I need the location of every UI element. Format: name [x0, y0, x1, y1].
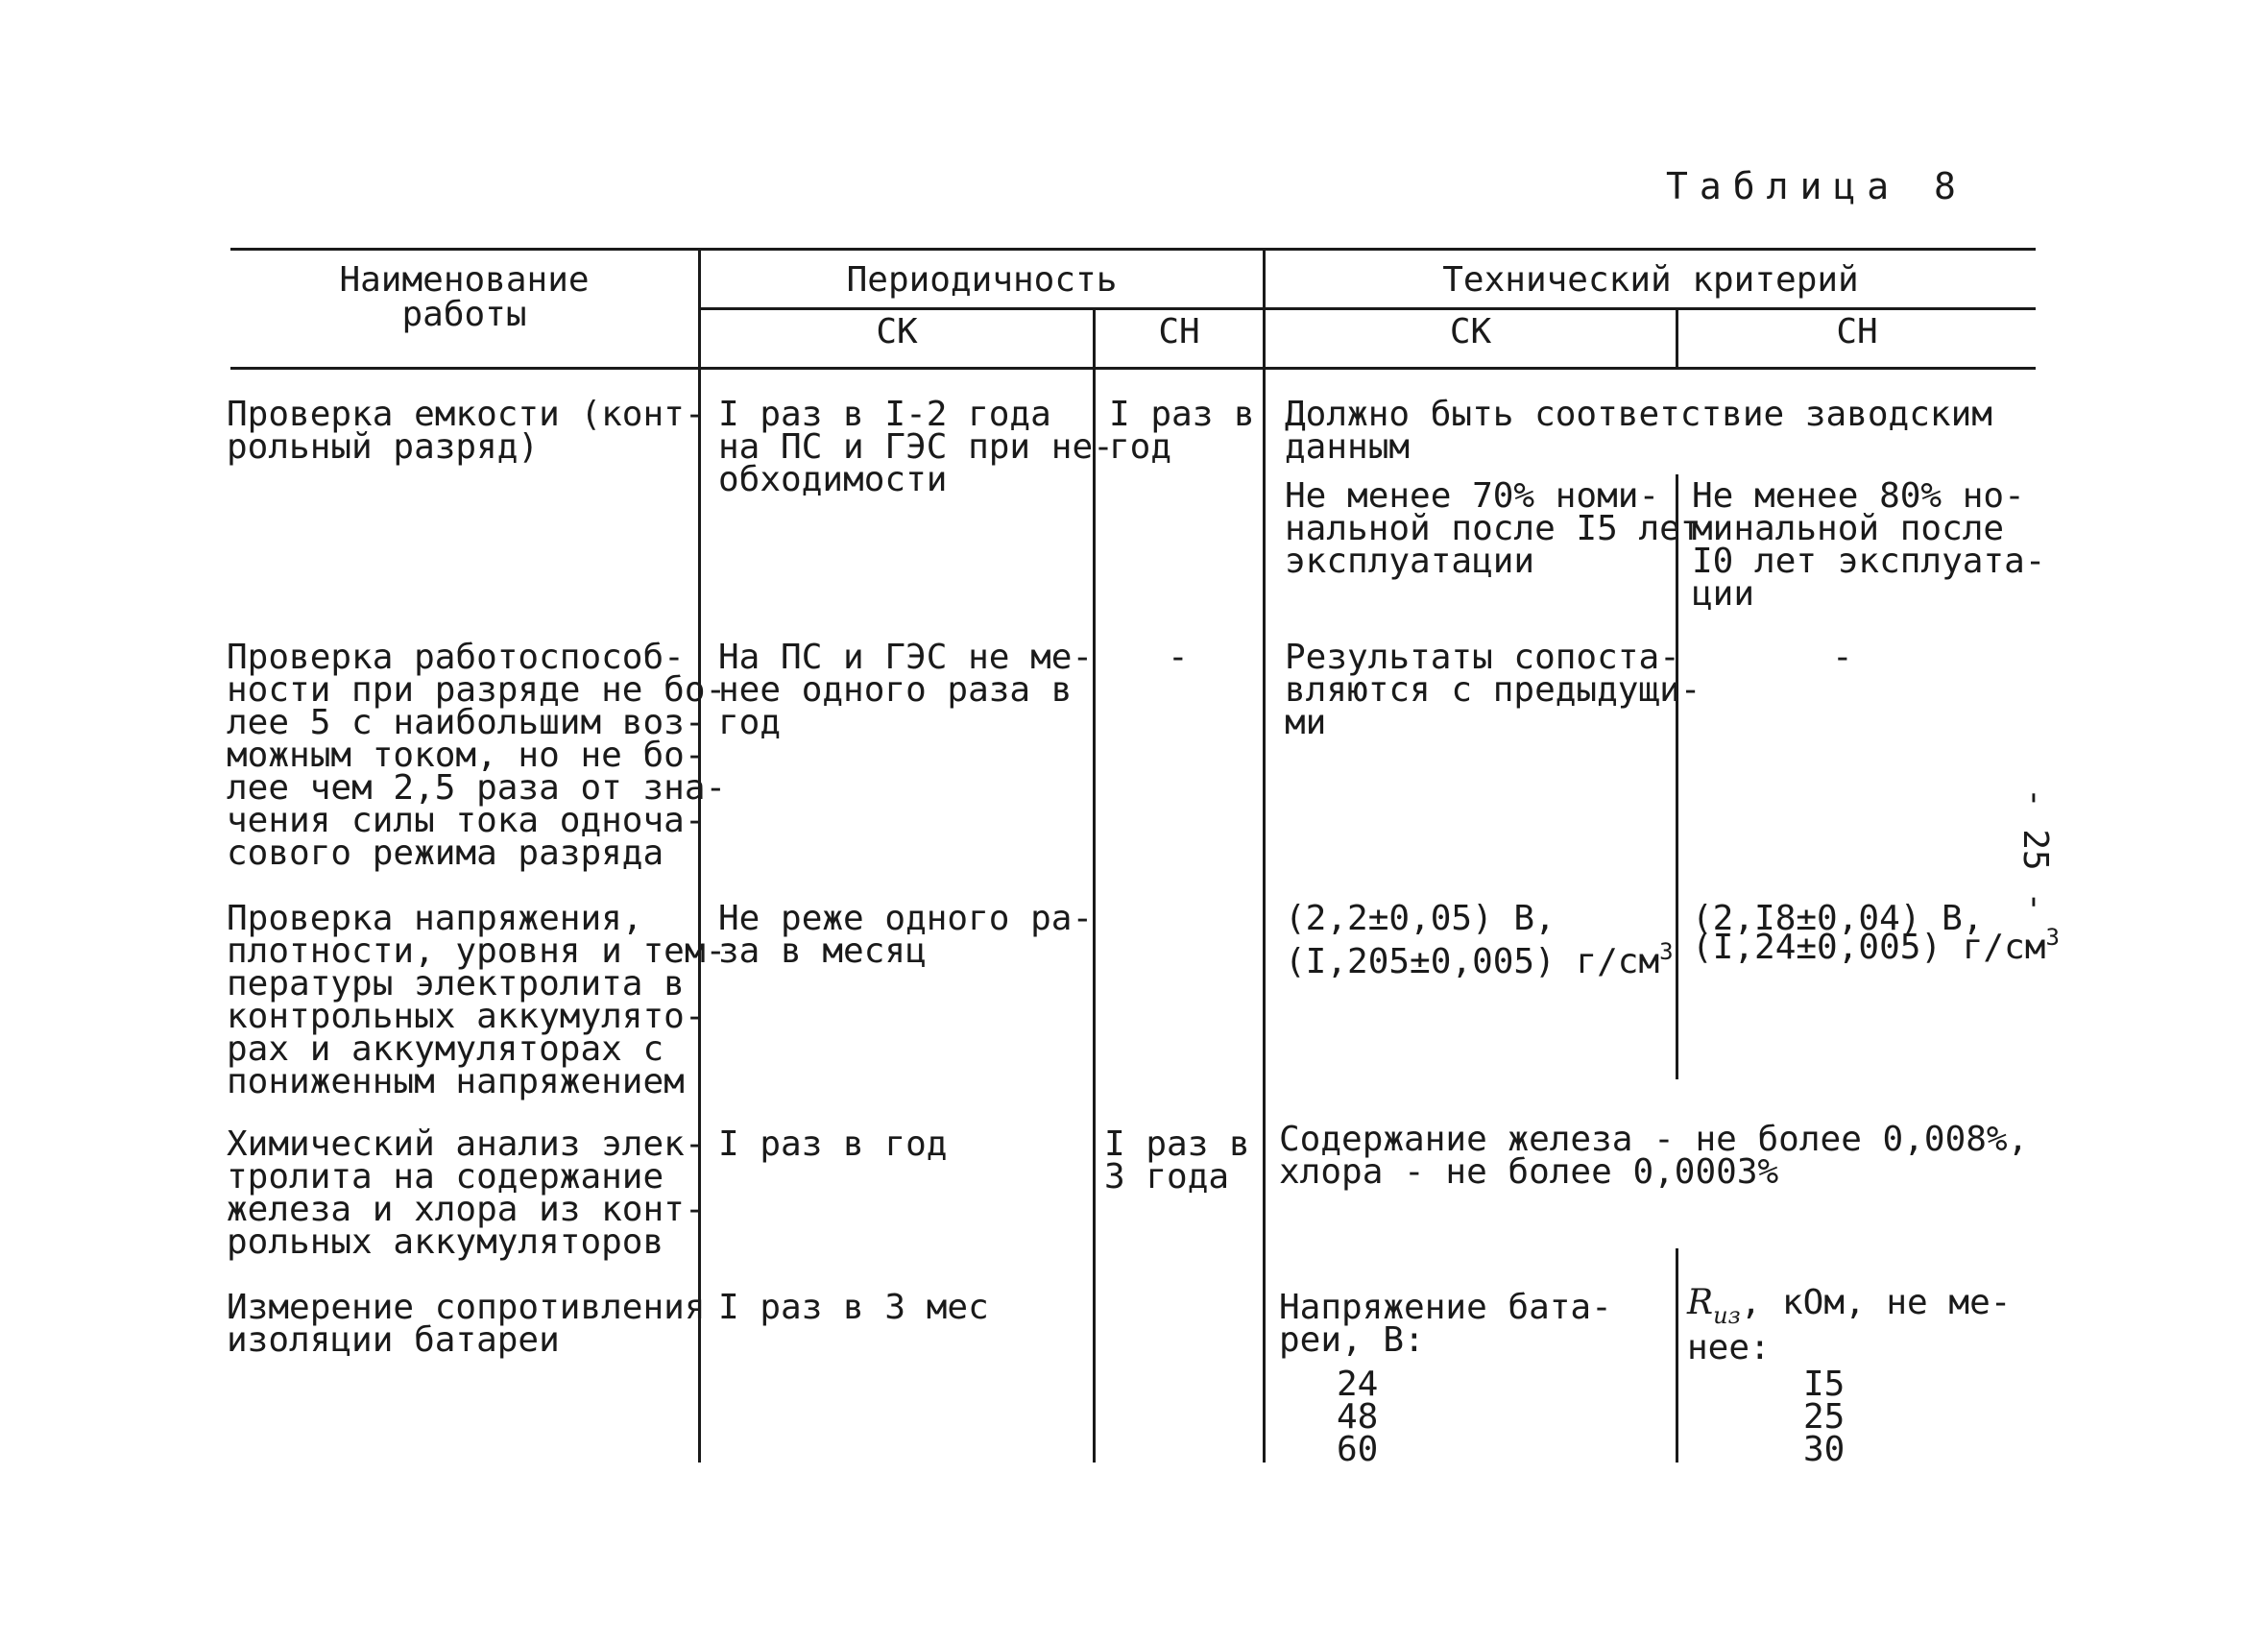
header-period-sn: СН — [1158, 312, 1200, 351]
row1-criterion-sk: Не менее 70% номи- нальной после I5 лет эксплуатации — [1285, 476, 1701, 581]
row3-criterion-sk-density-text: (I,205±0,005) г/см — [1285, 942, 1660, 981]
column-divider-period-criterion — [1263, 248, 1266, 1463]
row3-period-sk: Не реже одного ра- за в месяц — [718, 899, 1094, 971]
row2-criterion-sn: - — [1832, 638, 1853, 677]
row5-criterion-sn-values: I5 25 30 — [1803, 1365, 1846, 1469]
row4-criterion-common: Содержание железа - не более 0,008%, хлора - не более 0,0003% — [1279, 1120, 2029, 1192]
row4-period-sk: I раз в год — [718, 1124, 948, 1164]
row3-criterion-sk-voltage: (2,2±0,05) В, — [1285, 899, 1556, 938]
row1-name: Проверка емкости (конт- рольный разряд) — [227, 395, 706, 467]
superscript-3: 3 — [2045, 924, 2060, 951]
header-bottom-rule — [230, 367, 2036, 370]
header-criterion-sn: СН — [1836, 312, 1878, 351]
row5-criterion-sn-label — [1687, 1283, 2012, 1367]
resistance-subscript: из — [1713, 1302, 1741, 1329]
header-periodicity: Периодичность — [846, 260, 1118, 300]
row3-criterion-sn-voltage: (2,I8±0,04) В, — [1692, 899, 1984, 938]
row1-period-sn: I раз в год — [1109, 395, 1255, 467]
table-caption: Таблица 8 — [1666, 165, 1967, 207]
row4-name: Химический анализ элек- тролита на содержание железа и хлора из конт- рольных аккумуляторов — [227, 1124, 706, 1262]
column-divider-criterion-sk-sn-row5 — [1676, 1248, 1678, 1463]
row5-criterion-sk-label: Напряжение бата- реи, В: — [1279, 1288, 1612, 1360]
row1-criterion-common: Должно быть соответствие заводским данным — [1285, 395, 1992, 467]
row2-period-sn: - — [1168, 638, 1189, 677]
table-top-rule — [230, 248, 2036, 251]
row1-period-sk: I раз в I-2 года на ПС и ГЭС при не- обходимости — [718, 395, 1114, 499]
row5-criterion-sk-values: 24 48 60 — [1337, 1365, 1379, 1469]
row5-name: Измерение сопротивления изоляции батареи — [227, 1288, 706, 1360]
header-criterion-sk: СК — [1449, 312, 1492, 351]
row3-name: Проверка напряжения, плотности, уровня и тем- пературы электролита в контрольных аккумулято- рах и аккумуляторах с пониженным напряжением — [227, 899, 727, 1101]
row2-criterion-sk: Результаты сопоста- вляются с предыдущи- ми — [1285, 638, 1701, 742]
superscript-3: 3 — [1659, 938, 1674, 965]
resistance-label-text: , кОм, не ме- нее: — [1687, 1283, 2012, 1367]
row4-period-sn: I раз в 3 года — [1104, 1124, 1250, 1197]
header-period-sk: СК — [876, 312, 918, 351]
header-criterion: Технический критерий — [1442, 260, 1859, 300]
header-name: Наименование работы — [339, 260, 590, 334]
row3-criterion-sn-density — [1692, 924, 2060, 967]
row1-criterion-sn: Не менее 80% но- минальной после I0 лет эксплуата- ции — [1692, 476, 2046, 614]
row3-criterion-sn-density-text: (I,24±0,005) г/см — [1692, 928, 2046, 967]
row5-period-sk: I раз в 3 мес — [718, 1288, 989, 1327]
row2-name: Проверка работоспособ- ности при разряде не бо- лее 5 с наибольшим воз- можным током, но не бо- лее чем 2,5 раза от зна- чения силы тока одноча- сового режима разряда — [227, 638, 727, 873]
resistance-symbol: R — [1687, 1283, 1714, 1322]
header-subrule — [698, 307, 2036, 310]
page-number: - 25 - — [2015, 787, 2055, 913]
row3-criterion-sk-density — [1285, 938, 1674, 981]
row2-period-sk: На ПС и ГЭС не ме- нее одного раза в год — [718, 638, 1094, 742]
